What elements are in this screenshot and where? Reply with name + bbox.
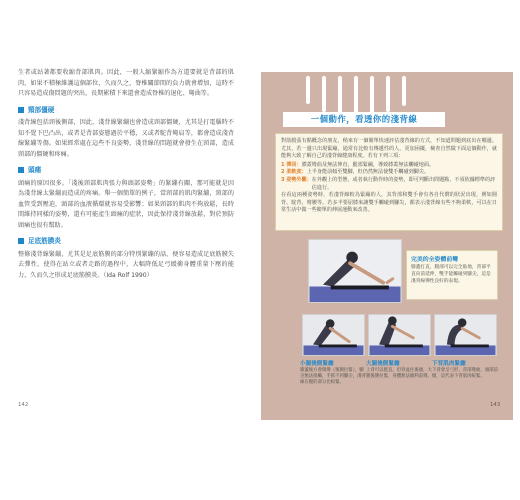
section-title: 頭痛 [28,166,42,174]
lowback-tight-figure [435,315,496,355]
ray-decoration [354,76,358,114]
caption-calf [300,359,366,387]
section-heading-plantar [18,236,234,247]
ray-decoration [402,76,406,106]
left-page-body [18,68,234,284]
paragraph-two: 在看這兩種姿勢時，若淺背線較為緊繃的人，其背部和雙手會有各自代償的狀況出現，例如圓背、駝背、彎腰等。若多半要屈膝來讓雙手觸碰到腳尖，都表示淺背線有些不夠柔軟，可以在日常生活中做一些簡單的伸展運動來改善。 [281,192,497,214]
intro-line: 會造成脊椎的退化、彎曲等。 [133,90,213,97]
tip-box [406,250,498,300]
section-body: 淺背線包括頸後側部，因此，淺背線緊繃也會造成頸部僵硬，尤其是打電腦時不知不覺下巴凸出，或者是背部姿態過於平穩，又或者駝背彎肩等，都會造成淺背線緊繃等傷。如果經常處在這些不良姿勢，淺背線的問題就會發生在頸部，造成頸部的僵硬和疼痛。 [18,119,234,158]
section-title: 頸部僵硬 [28,105,55,114]
caption-title: 大腿後側緊繃 [366,361,400,367]
caption-text: 膝蓋後方會微彎（後側拉緊），腳尖無法接觸，手抓不到腳尖，淺背線在腿的部分比較緊。 [300,368,366,386]
section-heading-headache [18,165,234,176]
list-item [281,177,497,192]
page-number-right: 143 [490,402,501,408]
page-number-left: 142 [18,402,29,408]
caption-hamstring [366,359,432,380]
item-text: 膝蓋彎曲及無法伸直，腿部緊繃，導致膝蓋無法觸碰地面。 [301,161,435,168]
list-item [281,169,497,177]
intro-line: 間的負力就會增加，這時不只容易造成傷問題的突出，長期累積下來還 [18,79,235,97]
section-body: 整條淺背線緊繃，尤其是足底筋膜的部分特別緊繃的話，便容易造成足底筋膜失去彈性，使得在站立或者走路的過程中，大幅降低足弓緩衝身體重量下壓的能力，久而久之形成足底筋膜炎。（Ida Rolf 1990） [18,250,234,279]
tip-text: 膝蓋打直，腿部可以完全貼地，背部平直向前延伸，雙手能觸碰到腳尖，這是淺背線彈性良好的表現。 [411,265,491,284]
main-stretch-photo [308,239,402,303]
intro-line: 生者或站著都要收縮背部肌肉。因此，一般人縮緊縮作為方道要 [18,69,197,76]
ray-decoration [322,76,326,112]
caption-title: 小腿後側緊繃 [300,361,334,367]
item-label: 2 柔軟度： [281,169,307,176]
section-marker-icon [18,107,24,113]
page-title: 一個動作，看透你的淺背線 [283,112,445,127]
item-text: 在外觀上的型態，或者執行動作時的姿勢，即可判斷出問題點，不須依據標準的評估進行。 [311,176,496,191]
section-heading-neck [18,105,234,116]
section-body: 頭痛的原因很多。「淺後頸部肌肉張力與頭部姿勢」的緊繃有關，那可能就是因為淺背線太緊繃而造成的疼痛。舉一個簡單的例子，當頸部的肌肉緊繃，頸部的血管受到壓迫，頭部的血液循環就容易受影響；如果頸部的肌肉不夠放鬆，長時間維持同樣的姿勢，還有可能產生頭痛的症狀，因此保持淺背線放鬆，對於預防頭痛也很有幫助。 [18,179,234,229]
seated-forward-bend-figure [309,240,401,302]
item-label: 1 彈回： [281,161,302,168]
hamstring-tight-figure [369,315,430,355]
intro-text: 對筋膜張有點概念的朋友，稍來有一個簡單快速評估淺背線的方式，不知道問題到底出在哪邊。尤其，若一邊只出現緊繃，通常有比較有傳遞性的人，更加困擾，檢查自然做下面這個動作，就能夠大致了解自己的淺背線健康程度。若有下列三項： [281,138,497,160]
section-marker-icon [18,167,24,173]
calf-tight-figure [303,315,364,355]
intro-line: 就是背部的肌肉，如果不積極維護這個部位，久而久之，脊椎關節 [18,69,235,87]
item-text: 上半身能前傾至雙腳，但仍然無法使雙手觸碰到腳尖。 [306,169,429,176]
left-intro-paragraph [18,68,234,100]
intro-box [275,133,503,231]
section-title: 足底筋膜炎 [28,237,61,245]
calf-tight-photo [302,314,365,356]
caption-lowback [432,359,498,380]
hamstring-tight-photo [368,314,431,356]
section-marker-icon [18,238,24,244]
caption-text: 上背可以挺直，但骨盆往後傾，大腿後側拉緊，身體無法順利前彎。 [366,368,432,380]
caption-title: 下背肌肉緊繃 [432,361,466,367]
lowback-tight-photo [434,314,497,356]
ray-decoration [386,76,390,112]
item-label: 3 姿勢外觀： [281,176,312,183]
ray-decoration [306,76,310,104]
tip-title: 完美的全姿體前彎 [411,257,459,263]
caption-text: 下背會呈弓形，背部彎曲，頭部前傾，這代表下背肌肉較緊。 [432,368,498,380]
